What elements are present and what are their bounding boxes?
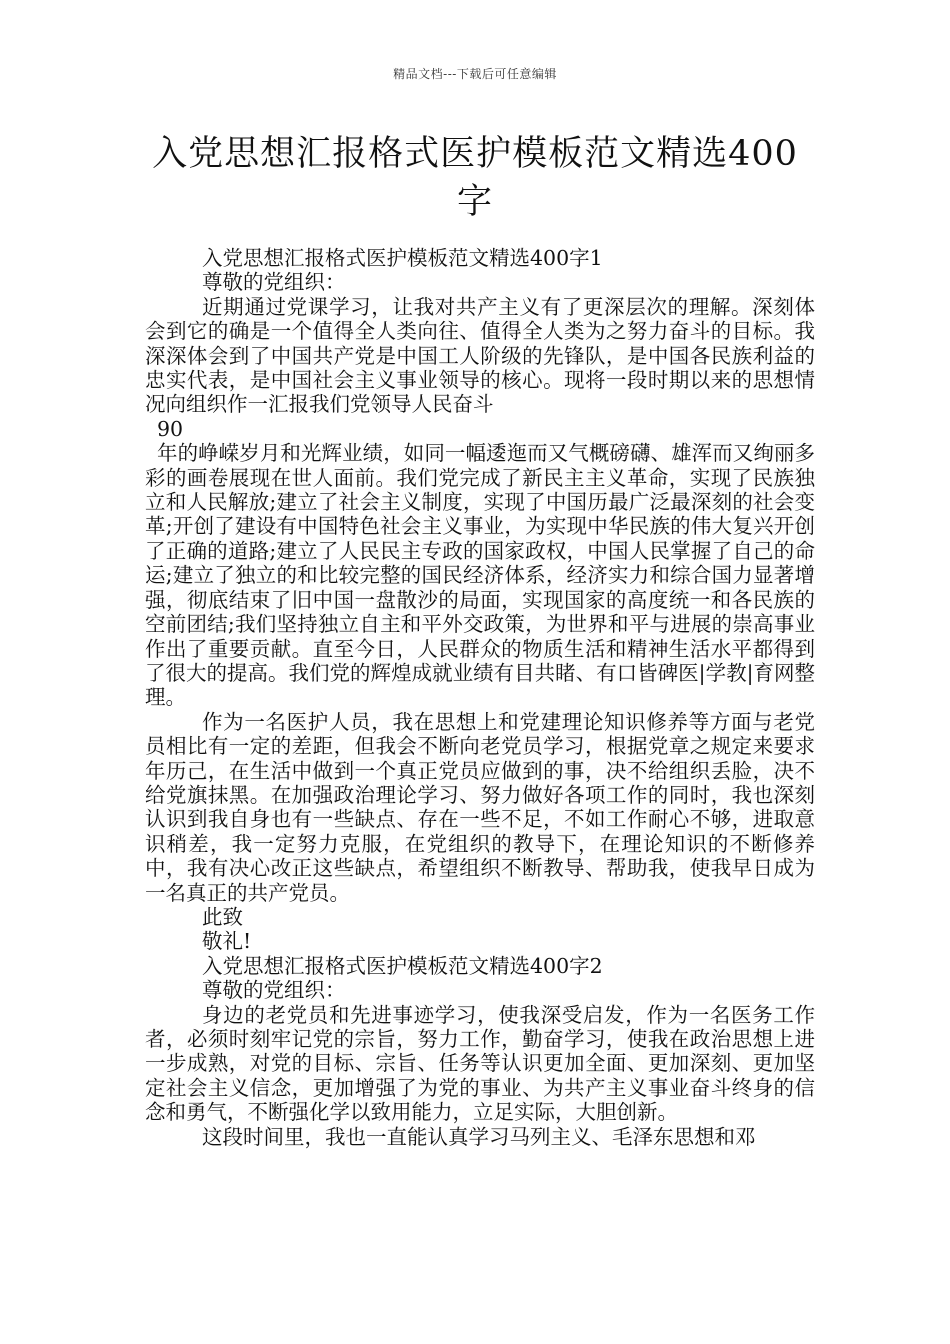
section-heading-2: 入党思想汇报格式医护模板范文精选400字2 bbox=[202, 953, 603, 978]
body-paragraph: 作为一名医护人员，我在思想上和党建理论知识修养等方面与老党员相比有一定的差距，但我会不断向老党员学习，根据党章之规定来要求年历己，在生活中做到一个真正党员应做到的事，决不给组织丢脸，决不给党旗抹黑。在加强政治理论学习、努力做好各项工作的同时，我也深刻认识到我自身也有一些缺点、存在一些不足，不如工作耐心不够，进取意识稍差，我一定努力克服，在党组织的教导下，在理论知识的不断修养中，我有决心改正这些缺点，希望组织不断教导、帮助我，使我早日成为一名真正的共产党员。 bbox=[145, 709, 815, 905]
body-paragraph: 身边的老党员和先进事迹学习，使我深受启发，作为一名医务工作者，必须时刻牢记党的宗旨，努力工作，勤奋学习，使我在政治思想上进一步成熟，对党的目标、宗旨、任务等认识更加全面、更加深刻、更加坚定社会主义信念，更加增强了为党的事业、为共产主义事业奋斗终身的信念和勇气，不断强化学以致用能力，立足实际，大胆创新。 bbox=[145, 1002, 815, 1125]
closing-line: 此致 bbox=[202, 904, 243, 929]
body-paragraph: 近期通过党课学习，让我对共产主义有了更深层次的理解。深刻体会到它的确是一个值得全人类向往、值得全人类为之努力奋斗的目标。我深深体会到了中国共产党是中国工人阶级的先锋队，是中国各民族利益的忠实代表，是中国社会主义事业领导的核心。现将一段时期以来的思想情况向组织作一汇报我们党领导人民奋斗 bbox=[145, 294, 815, 417]
salutation: 尊敬的党组织： bbox=[202, 978, 346, 1003]
section-heading-1: 入党思想汇报格式医护模板范文精选400字1 bbox=[202, 246, 603, 270]
body-paragraph: 年的峥嵘岁月和光辉业绩，如同一幅逶迤而又气概磅礴、雄浑而又绚丽多彩的画卷展现在世人面前。我们党完成了新民主主义革命，实现了民族独立和人民解放;建立了社会主义制度，实现了中国历最广泛最深刻的社会变革;开创了建设有中国特色社会主义事业，为实现中华民族的伟大复兴开创了正确的道路;建立了人民民主专政的国家政权，中国人民掌握了自己的命运;建立了独立的和比较完整的国民经济体系，经济实力和综合国力显著增强，彻底结束了旧中国一盘散沙的局面，实现国家的高度统一和各民族的空前团结;我们坚持独立自主和平外交政策，为世界和平与进展的崇高事业作出了重要贡献。直至今日，人民群众的物质生活和精神生活水平都得到了很大的提高。我们党的辉煌成就业绩有目共睹、有口皆碑医|学教|育网整理。 bbox=[145, 441, 815, 710]
document-body bbox=[145, 246, 815, 1149]
document-title: 入党思想汇报格式医护模板范文精选400字 bbox=[152, 134, 798, 222]
body-paragraph: 90 bbox=[157, 416, 184, 441]
closing-line: 敬礼! bbox=[202, 929, 252, 954]
body-paragraph: 这段时间里，我也一直能认真学习马列主义、毛泽东思想和邓 bbox=[202, 1124, 756, 1149]
salutation: 尊敬的党组织： bbox=[202, 270, 346, 295]
page-header-note: 精品文档---下载后可任意编辑 bbox=[393, 67, 557, 81]
